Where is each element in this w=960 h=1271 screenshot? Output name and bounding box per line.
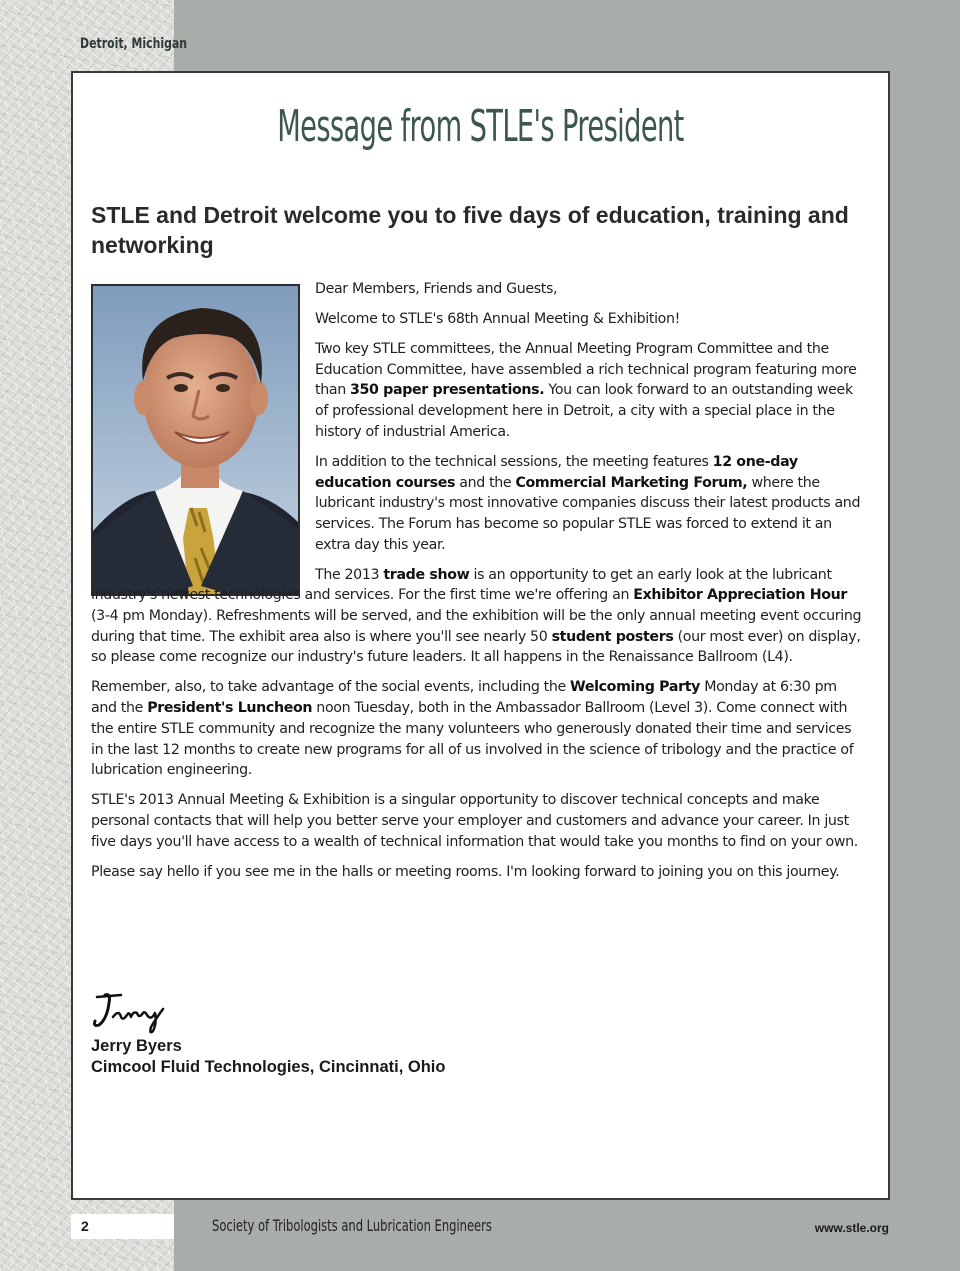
paragraph-opportunity: STLE's 2013 Annual Meeting & Exhibition is a singular opportunity to discover technical concepts and make personal contacts that will help you better serve your employer and customers and advance your career. In just five days you'll have access to a wealth of technical information that would take you months to find on your own. bbox=[91, 792, 858, 850]
letter-body bbox=[91, 279, 863, 892]
signer-company: Cimcool Fluid Technologies, Cincinnati, Ohio bbox=[91, 1058, 446, 1076]
letter-page bbox=[71, 71, 890, 1200]
signer-name: Jerry Byers bbox=[91, 1037, 182, 1055]
footer-organization: Society of Tribologists and Lubrication Engineers bbox=[212, 1216, 492, 1235]
page-number-box bbox=[71, 1214, 174, 1239]
headline: STLE and Detroit welcome you to five days of education, training and networking bbox=[91, 202, 849, 258]
page-title: Message from STLE's President bbox=[277, 101, 684, 152]
paragraph-closing: Please say hello if you see me in the halls or meeting rooms. I'm looking forward to joining you on this journey. bbox=[91, 863, 840, 880]
welcome-line: Welcome to STLE's 68th Annual Meeting & Exhibition! bbox=[315, 311, 680, 327]
paragraph-technical-program: Two key STLE committees, the Annual Meeting Program Committee and the Education Committee, have assembled a rich technical program featuring more than 350 paper presentations. You can look forward to an outstanding week of professional development here in Detroit, a city with a special place in the history of industrial America. bbox=[315, 341, 857, 440]
paragraph-social-events: Remember, also, to take advantage of the social events, including the Welcoming Party Monday at 6:30 pm and the President's Luncheon noon Tuesday, both in the Ambassador Ballroom (Level 3). Come connect with the entire STLE community and recognize the many volunteers who generously donated their time and services in the last 12 months to create new programs for all of us involved in the science of tribology and the practice of lubrication engineering. bbox=[91, 679, 854, 779]
location-label: Detroit, Michigan bbox=[80, 36, 188, 52]
footer-url[interactable]: www.stle.org bbox=[814, 1221, 889, 1235]
paragraph-education-forum: In addition to the technical sessions, the meeting features 12 one-day education courses and the Commercial Marketing Forum, where the lubricant industry's most innovative companies discuss their latest products and services. The Forum has become so popular STLE was forced to extend it an extra day this year. bbox=[315, 453, 861, 553]
paragraph-trade-show: The 2013 trade show is an opportunity to get an early look at the lubricant industry's newest technologies and services. For the first time we're offering an Exhibitor Appreciation Hour (3-4 pm Monday). Refreshments will be served, and the exhibition will be the only annual meeting event occuring during that time. The exhibit area also is where you'll see nearly 50 student posters (our most ever) on display, so please come recognize our industry's future leaders. It all happens in the Renaissance Ballroom (L4). bbox=[91, 566, 862, 666]
signature bbox=[91, 991, 181, 1035]
page-number: 2 bbox=[81, 1218, 89, 1234]
greeting: Dear Members, Friends and Guests, bbox=[315, 281, 558, 297]
